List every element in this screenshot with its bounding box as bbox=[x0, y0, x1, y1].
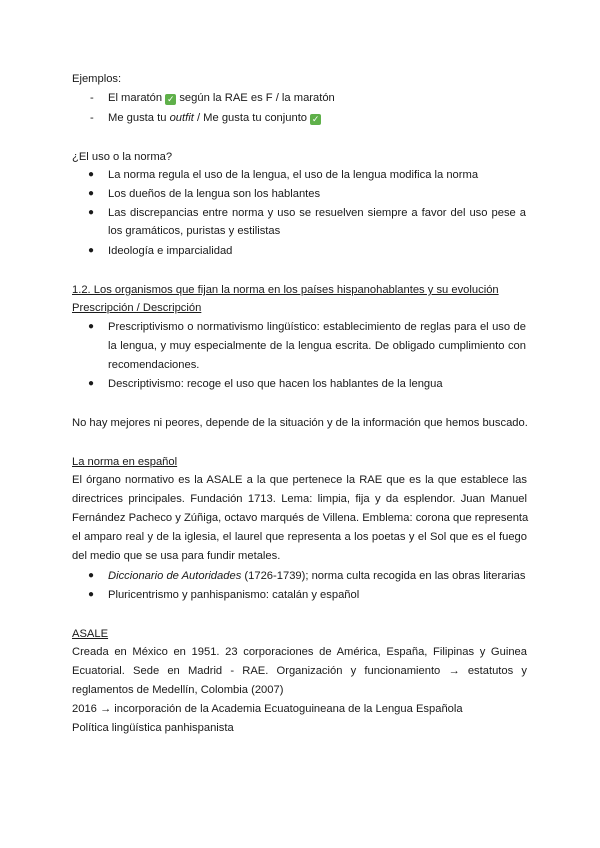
uso-norma-heading: ¿El uso o la norma? bbox=[72, 151, 173, 163]
ejemplo-1: El maratón ✓ según la RAE es F / la maratón bbox=[108, 92, 335, 104]
norma-espanol-heading: La norma en español bbox=[72, 456, 178, 468]
bullet-icon: ● bbox=[88, 245, 95, 256]
bullet-icon: ● bbox=[88, 378, 95, 389]
paragraph-line: del medio que se usa para fundir metales. bbox=[72, 550, 281, 562]
bullet-icon: ● bbox=[88, 570, 95, 581]
bullet-icon: ● bbox=[88, 589, 95, 600]
list-item: Los dueños de la lengua son los hablantes bbox=[108, 188, 321, 200]
paragraph-line: El órgano normativo es la ASALE a la que pertenece la RAE que es la que establece las bbox=[72, 474, 527, 486]
list-dash: - bbox=[90, 92, 94, 104]
list-item: Pluricentrismo y panhispanismo: catalán y español bbox=[108, 589, 360, 601]
paragraph-line: 2016 → incorporación de la Academia Ecuatoguineana de la Lengua Española bbox=[72, 703, 463, 715]
list-item-continuation: recomendaciones. bbox=[108, 359, 200, 371]
paragraph-line: reglamentos de Medellín, Colombia (2007) bbox=[72, 684, 284, 696]
list-item: Prescriptivismo o normativismo lingüístico: establecimiento de reglas para el uso de bbox=[108, 321, 526, 333]
list-item: Descriptivismo: recoge el uso que hacen los hablantes de la lengua bbox=[108, 378, 443, 390]
ejemplos-heading: Ejemplos: bbox=[72, 73, 122, 85]
paragraph-line: Política lingüística panhispanista bbox=[72, 722, 234, 734]
conclusion-text: No hay mejores ni peores, depende de la situación y de la información que hemos buscado. bbox=[72, 417, 528, 429]
bullet-icon: ● bbox=[88, 169, 95, 180]
list-item: Diccionario de Autoridades (1726-1739); norma culta recogida en las obras literarias bbox=[108, 570, 526, 582]
paragraph-line: Creada en México en 1951. 23 corporaciones de América, España, Filipinas y Guinea bbox=[72, 646, 527, 658]
check-mark-icon: ✓ bbox=[311, 114, 320, 124]
paragraph-line: Fernández Pacheco y Zúñiga, octavo marqués de Villena. Emblema: corona que representa bbox=[72, 512, 529, 524]
list-dash: - bbox=[90, 112, 94, 124]
paragraph-line: directrices principales. Fundación 1713. Lema: limpia, fija y da esplendor. Juan Manuel bbox=[72, 493, 527, 505]
section-title: 1.2. Los organismos que fijan la norma en los países hispanohablantes y su evolución bbox=[72, 284, 499, 296]
bullet-icon: ● bbox=[88, 188, 95, 199]
asale-heading: ASALE bbox=[72, 628, 109, 640]
list-item: La norma regula el uso de la lengua, el uso de la lengua modifica la norma bbox=[108, 169, 479, 181]
bullet-icon: ● bbox=[88, 207, 95, 218]
list-item-continuation: la lengua, y muy especialmente de la lengua escrita. De obligado cumplimiento con bbox=[108, 340, 526, 352]
check-mark-icon: ✓ bbox=[166, 94, 175, 104]
subtitle: Prescripción / Descripción bbox=[72, 302, 202, 314]
list-item: Las discrepancias entre norma y uso se resuelven siempre a favor del uso pese a bbox=[108, 207, 526, 219]
ejemplo-2: Me gusta tu outfit / Me gusta tu conjunto ✓ bbox=[108, 112, 320, 124]
paragraph-line: Ecuatorial. Sede en Madrid - RAE. Organización y funcionamiento → estatutos y bbox=[72, 665, 527, 677]
paragraph-line: el amparo real y de la iglesia, el laurel que representa a los poetas y el Sol que es el fuego bbox=[72, 531, 527, 543]
bullet-icon: ● bbox=[88, 321, 95, 332]
list-item: Ideología e imparcialidad bbox=[108, 245, 233, 257]
list-item-continuation: los gramáticos, puristas y estilistas bbox=[108, 225, 281, 237]
